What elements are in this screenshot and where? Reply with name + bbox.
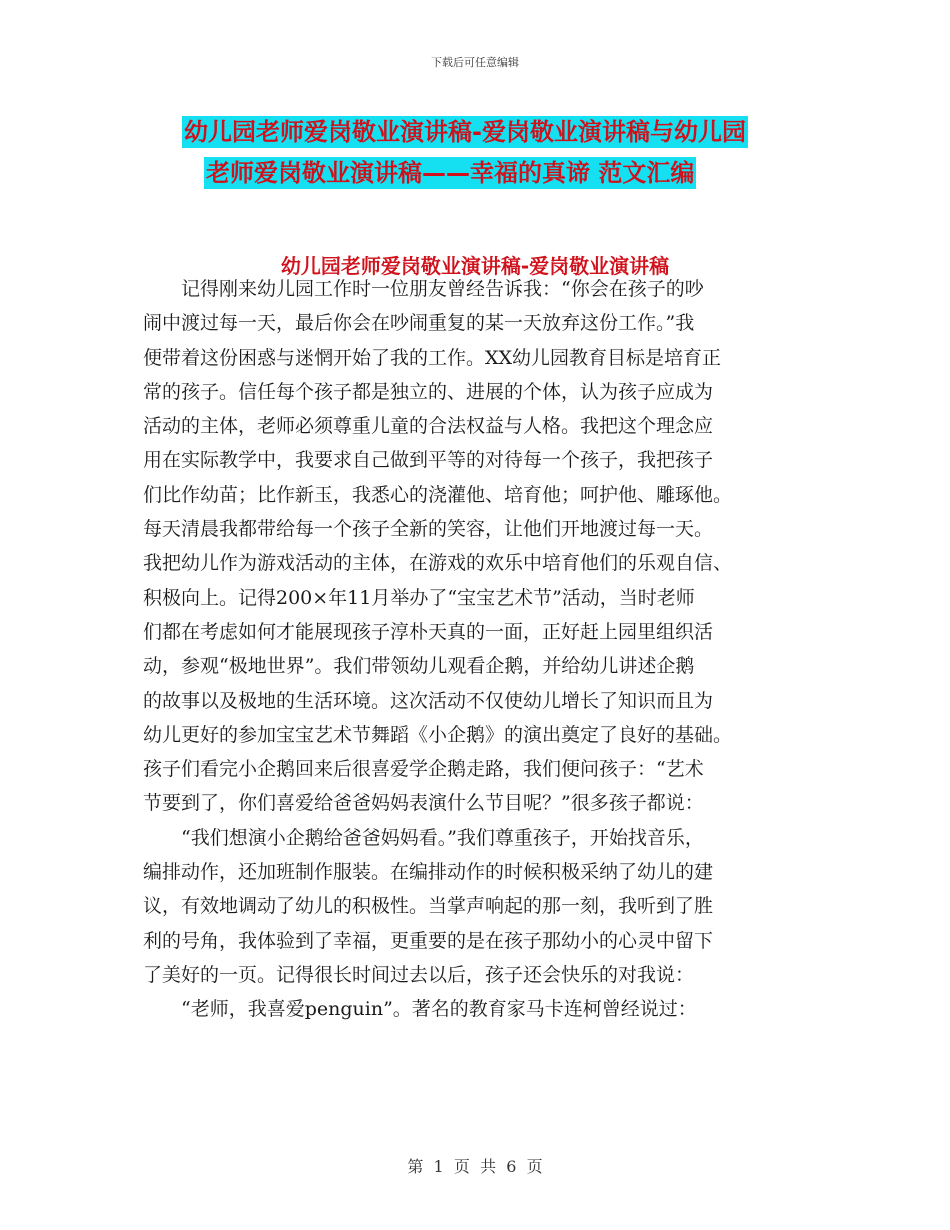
body-line: 常的孩子。信任每个孩子都是独立的、进展的个体，认为孩子应成为 xyxy=(143,380,714,403)
section-title: 幼儿园老师爱岗敬业演讲稿-爱岗敬业演讲稿 xyxy=(280,254,670,278)
title-line-2-text: 老师爱岗敬业演讲稿——幸福的真谛 范文汇编 xyxy=(206,159,695,187)
header-note: 下载后可任意编辑 xyxy=(431,56,519,69)
body-line: 们比作幼苗；比作新玉，我悉心的浇灌他、培育他；呵护他、雕琢他。 xyxy=(143,483,733,506)
title-line-2 xyxy=(182,153,822,194)
body-line: “我们想演小企鹅给爸爸妈妈看。”我们尊重孩子，开始找音乐， xyxy=(143,826,704,849)
page-number-footer: 第 1 页 共 6 页 xyxy=(407,1157,543,1176)
body-line: 编排动作，还加班制作服装。在编排动作的时候积极采纳了幼儿的建 xyxy=(143,861,714,884)
body-line: “老师，我喜爱penguin”。著名的教育家马卡连柯曾经说过： xyxy=(143,998,697,1021)
body-line: 们都在考虑如何才能展现孩子淳朴天真的一面，正好赶上园里组织活 xyxy=(143,620,714,643)
body-line: 每天清晨我都带给每一个孩子全新的笑容，让他们开地渡过每一天。 xyxy=(143,518,714,541)
body-line: 用在实际教学中，我要求自己做到平等的对待每一个孩子，我把孩子 xyxy=(143,449,714,472)
title-line-1-text: 幼儿园老师爱岗敬业演讲稿-爱岗敬业演讲稿与幼儿园 xyxy=(184,118,746,146)
document-title xyxy=(182,112,822,194)
body-text xyxy=(143,272,803,1027)
body-line: 了美好的一页。记得很长时间过去以后，孩子还会快乐的对我说： xyxy=(143,963,695,986)
body-line: 幼儿更好的参加宝宝艺术节舞蹈《小企鹅》的演出奠定了良好的基础。 xyxy=(143,723,733,746)
body-line: 积极向上。记得200×年11月举办了“宝宝艺术节”活动，当时老师 xyxy=(143,586,695,609)
body-line: 我把幼儿作为游戏活动的主体，在游戏的欢乐中培育他们的乐观自信、 xyxy=(143,552,733,575)
body-line: 议，有效地调动了幼儿的积极性。当掌声响起的那一刻，我听到了胜 xyxy=(143,895,714,918)
body-line: 孩子们看完小企鹅回来后很喜爱学企鹅走路，我们便问孩子：“艺术 xyxy=(143,758,704,781)
body-line: 动，参观“极地世界”。我们带领幼儿观看企鹅，并给幼儿讲述企鹅 xyxy=(143,655,695,678)
body-line: 便带着这份困惑与迷惘开始了我的工作。XX幼儿园教育目标是培育正 xyxy=(143,346,722,369)
body-line: 利的号角，我体验到了幸福，更重要的是在孩子那幼小的心灵中留下 xyxy=(143,929,714,952)
title-line-1 xyxy=(182,112,822,153)
body-line: 闹中渡过每一天，最后你会在吵闹重复的某一天放弃这份工作。”我 xyxy=(143,312,695,335)
body-line: 节要到了，你们喜爱给爸爸妈妈表演什么节目呢？”很多孩子都说： xyxy=(143,792,704,815)
body-line: 的故事以及极地的生活环境。这次活动不仅使幼儿增长了知识而且为 xyxy=(143,689,714,712)
body-line: 活动的主体，老师必须尊重儿童的合法权益与人格。我把这个理念应 xyxy=(143,415,714,438)
body-line: 记得刚来幼儿园工作时一位朋友曾经告诉我：“你会在孩子的吵 xyxy=(143,278,704,300)
